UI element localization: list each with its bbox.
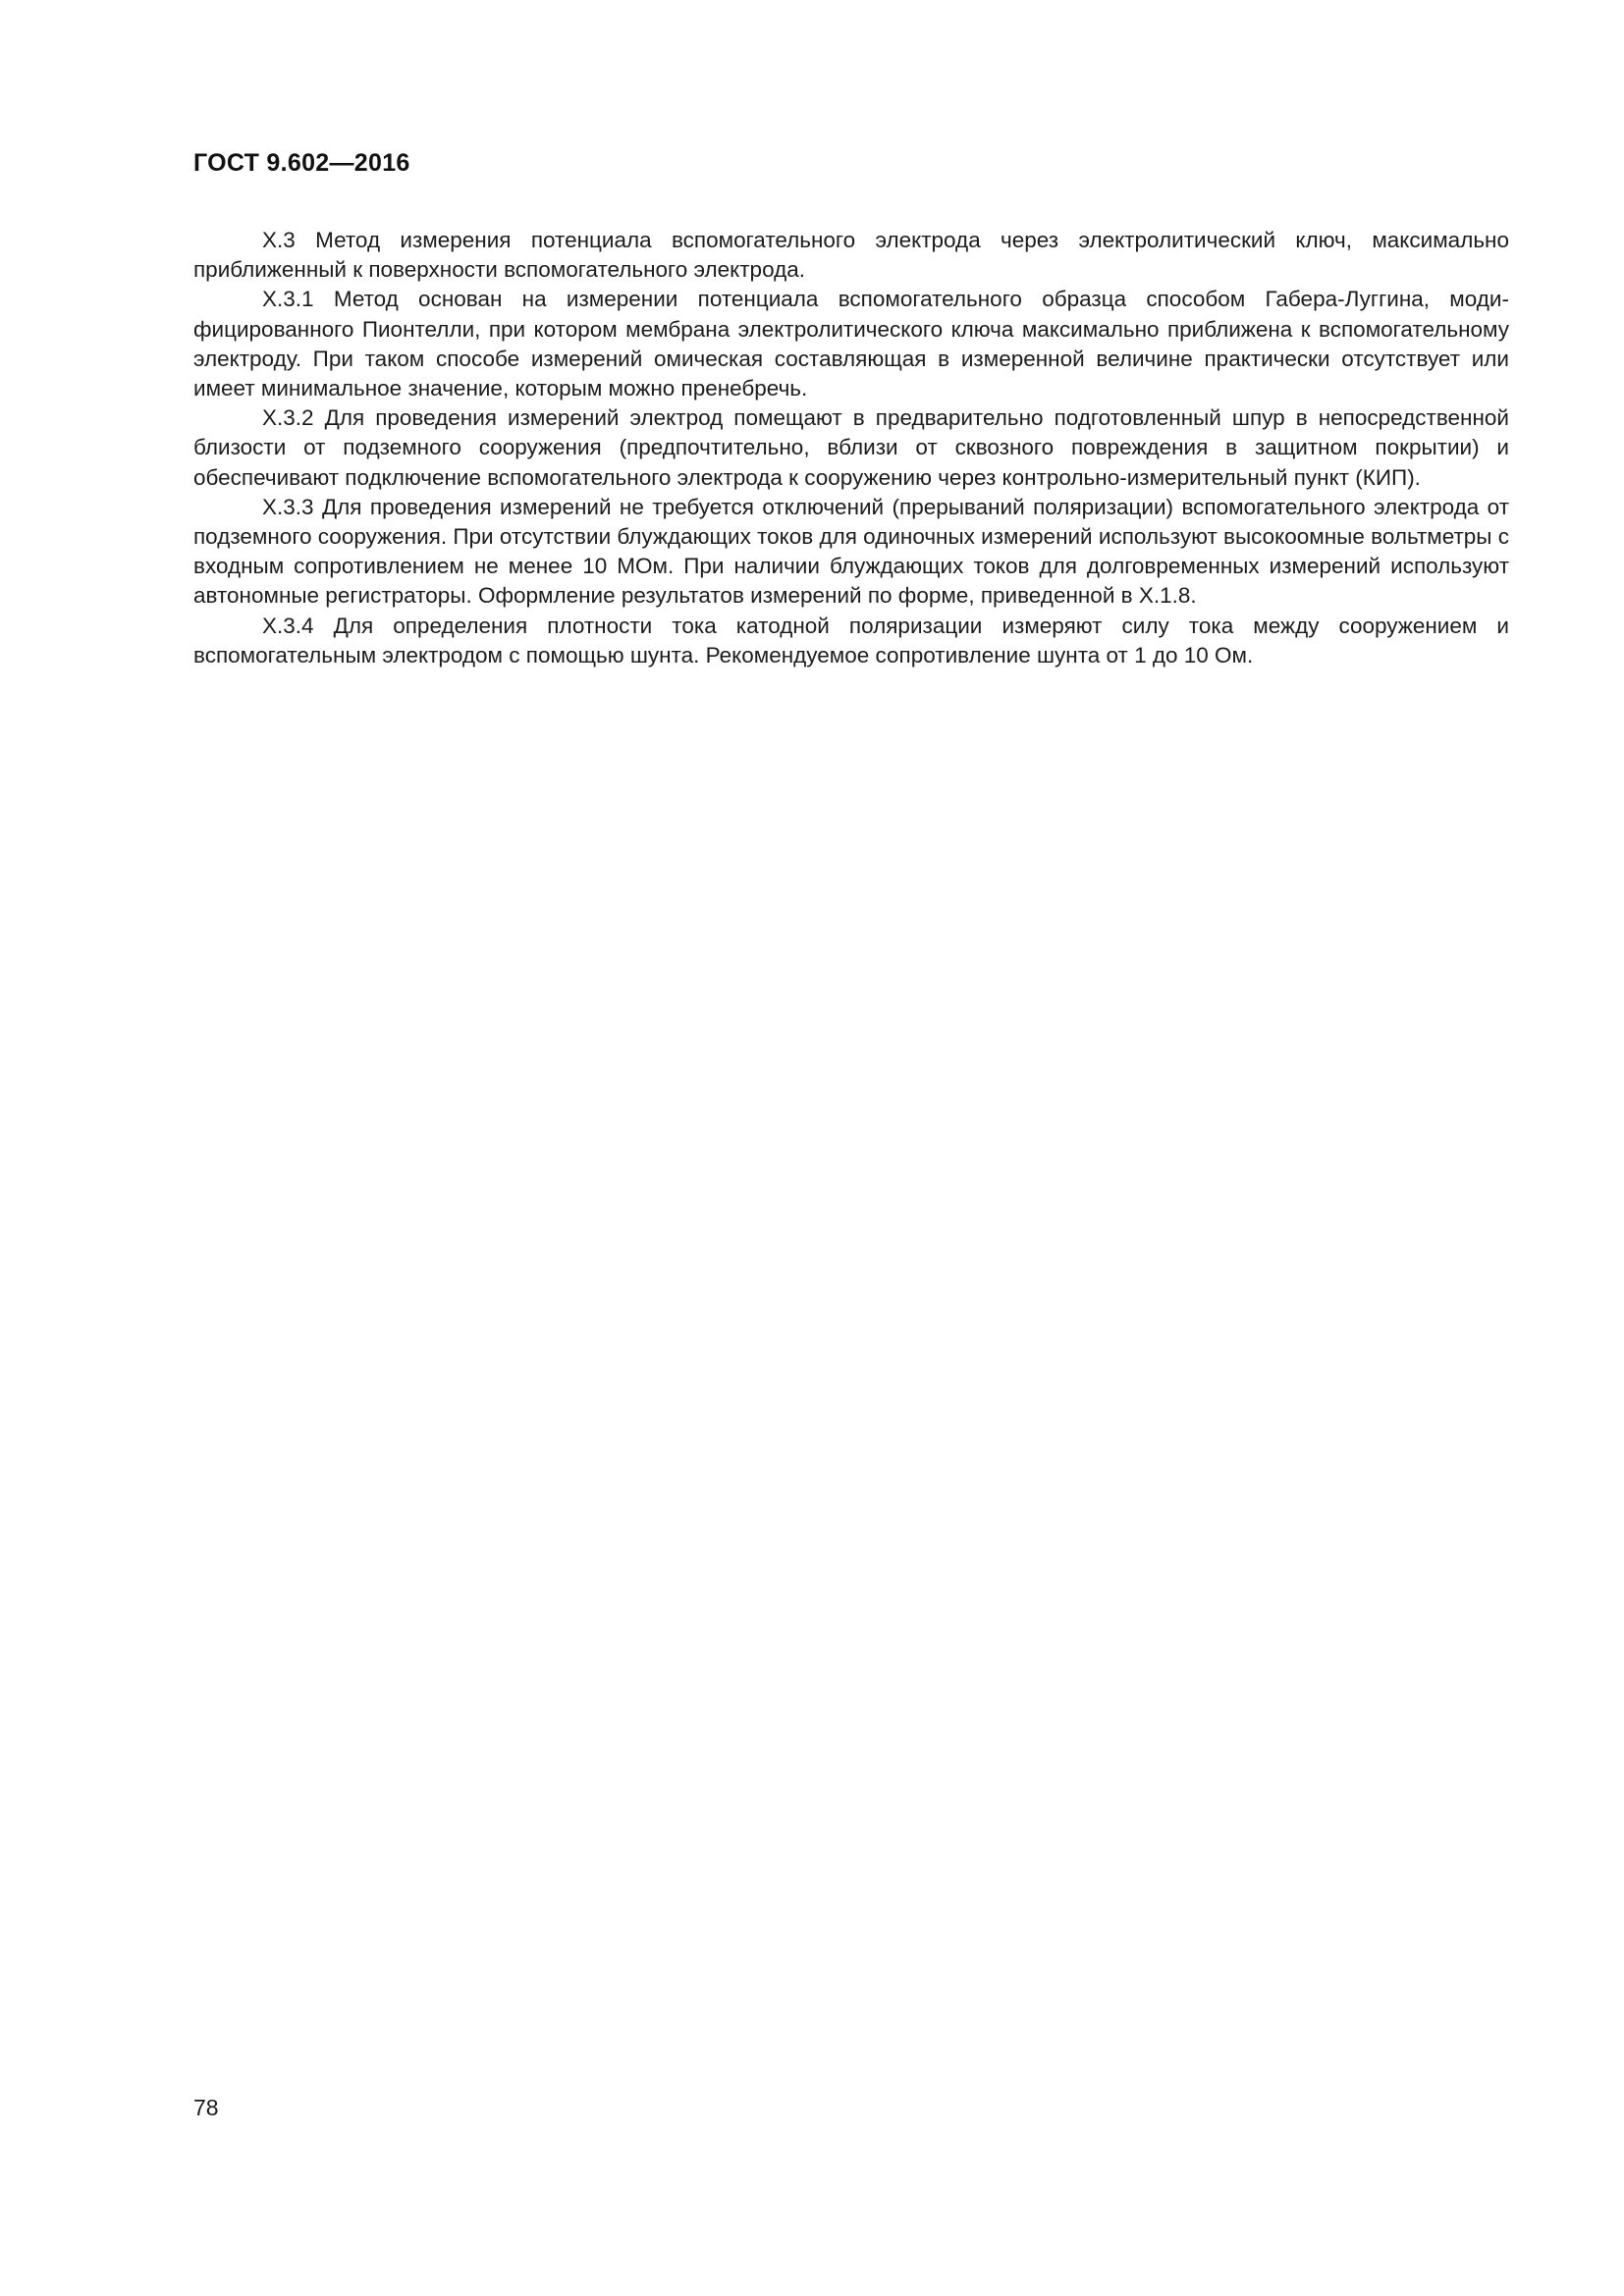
- paragraph-x3-4: X.3.4 Для определения плотности тока катодной поляризации измеряют силу тока между сооружением и вспомогательным электродом с помощью шунта. Рекомендуемое сопротивление шунта от 1 до 10 Ом.: [193, 613, 1509, 667]
- paragraph-x3: X.3 Метод измерения потенциала вспомогательного электрода через электролитический ключ, максимально приближенный к поверхности вспомогательного электрода.: [193, 228, 1509, 283]
- paragraph-x3-1: X.3.1 Метод основан на измерении потенциала вспомогательного образца способом Габера-Луггина, модифицированного Пионтелли, при котором мембрана электролитического ключа максимально приближена к вспомогательному электроду. При таком способе измерений омическая составляющая в измеренной величине практически отсутствует или имеет минимальное значение, которым можно пренебречь.: [193, 287, 1509, 401]
- body-text: [193, 226, 1509, 670]
- page-number: 78: [193, 2095, 219, 2120]
- paragraph-x3-2: X.3.2 Для проведения измерений электрод помещают в предварительно подготовленный шпур в непосредственной близости от подземного сооружения (предпочтительно, вблизи от сквозного повреждения в защитном покрытии) и обеспечивают подключение вспомогательного электрода к сооружению через контрольно-измерительный пункт (КИП).: [193, 405, 1509, 490]
- paragraph-x3-3: X.3.3 Для проведения измерений не требуется отключений (прерываний поляризации) вспомогательного электрода от подземного сооружения. При отсутствии блуждающих токов для одиночных измерений используют высокоомные вольтметры с входным сопротивлением не менее 10 МОм. При наличии блуждающих токов для долговременных измерений используют автономные регистраторы. Оформление результатов измерений по форме, приведенной в X.1.8.: [193, 494, 1509, 609]
- standard-header: ГОСТ 9.602—2016: [193, 149, 410, 177]
